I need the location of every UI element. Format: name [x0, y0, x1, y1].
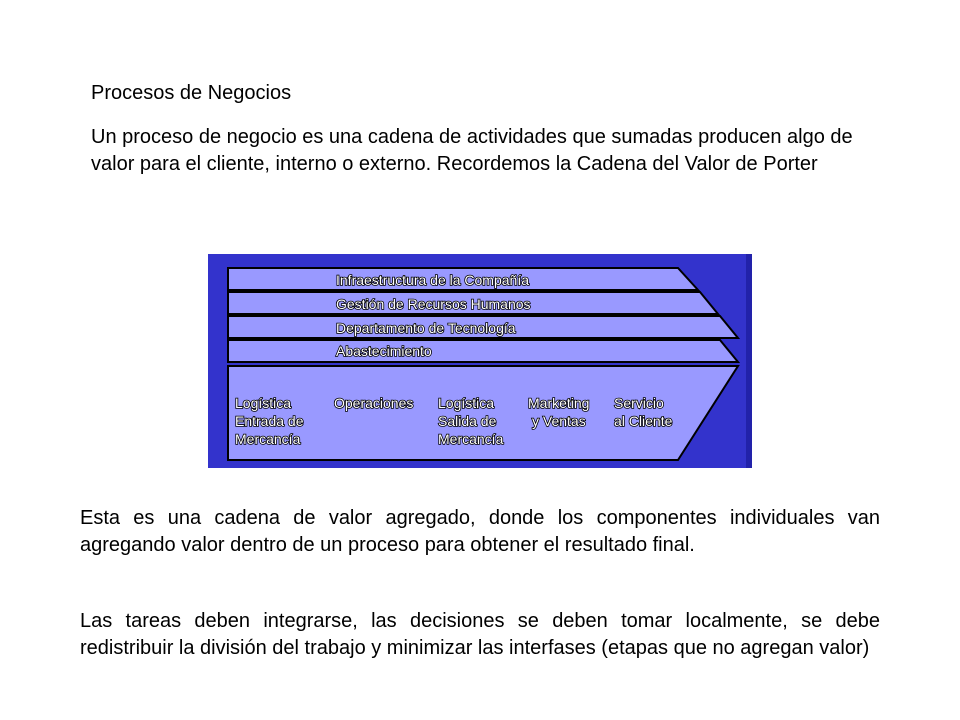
outbound-logistics-line-3: Mercancía [438, 431, 504, 447]
customer-service-line-1: Servicio [614, 395, 664, 411]
value-chain-diagram [208, 254, 752, 468]
inbound-logistics-line-1: Logística [235, 395, 292, 411]
support-label-hr: Gestión de Recursos Humanos [336, 296, 531, 312]
tasks-paragraph: Las tareas deben integrarse, las decisiones se deben tomar localmente, se debe redistribuir la división del trabajo y minimizar las interfases (etapas que no agregan valor) [80, 610, 880, 659]
support-band-procurement [228, 340, 738, 362]
outbound-logistics-line-1: Logística [438, 395, 495, 411]
value-chain-paragraph: Esta es una cadena de valor agregado, donde los componentes individuales van agregando valor dentro de un proceso para obtener el resultado final. [80, 507, 880, 556]
marketing-sales-line-1: Marketing [528, 395, 590, 411]
support-label-technology: Departamento de Tecnología [336, 320, 516, 336]
inbound-logistics-line-2: Entrada de [235, 413, 304, 429]
intro-paragraph: Un proceso de negocio es una cadena de actividades que sumadas producen algo de valor para el cliente, interno o externo. Recordemos la Cadena del Valor de Porter [91, 126, 853, 175]
support-label-infrastructure: Infraestructura de la Compañía [336, 272, 529, 288]
operations-label: Operaciones [334, 395, 414, 411]
inbound-logistics-line-3: Mercancía [235, 431, 301, 447]
page-title: Procesos de Negocios [91, 82, 292, 104]
customer-service-line-2: al Cliente [614, 413, 673, 429]
marketing-sales-line-2: y Ventas [532, 413, 586, 429]
support-label-procurement: Abastecimiento [336, 343, 432, 359]
diagram-right-edge [746, 254, 752, 468]
outbound-logistics-line-2: Salida de [438, 413, 497, 429]
